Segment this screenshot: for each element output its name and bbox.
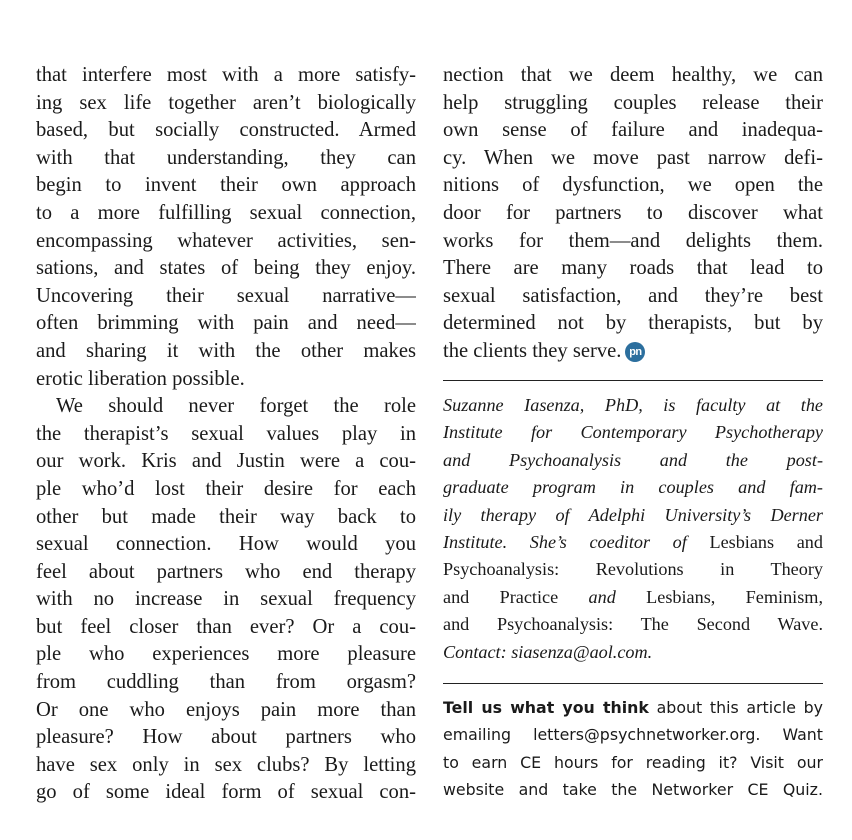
bio-text: and [588,586,616,607]
text-line: cy. When we move past narrow defi- [443,146,823,169]
cta-divider [443,683,823,684]
text-line: other but made their way back to [36,505,416,528]
book-title: and Practice [443,586,559,607]
cta-line: website and take the Networker CE Quiz. [443,780,823,800]
text-line: determined not by therapists, but by [443,312,823,335]
bio-line: ily therapy of Adelphi University’s Derner [443,504,823,525]
text-line: own sense of failure and inadequa- [443,119,823,142]
text-line: that interfere most with a more satisfy- [36,64,416,86]
text-line: sexual connection. How would you [36,533,416,556]
bio-line [443,529,823,556]
text-line: erotic liberation possible. [36,367,245,390]
cta-heading: Tell us what you think [443,698,649,717]
text-line: to a more fulfilling sexual connection, [36,201,416,224]
paragraph-1 [36,62,416,393]
text-line: nection that we deem healthy, we can [443,64,823,86]
text-line: but feel closer than ever? Or a cou- [36,615,416,638]
bio-line: and Psychoanalysis and the post- [443,449,823,470]
text-line: based, but socially constructed. Armed [36,119,416,142]
cta-line: emailing letters@psychnetworker.org. Want [443,725,823,745]
text-line: pleasure? How about partners who [36,726,416,749]
author-bio [443,392,823,666]
text-line: ple who’d lost their desire for each [36,477,416,500]
bio-text: Institute. She’s coeditor of [443,532,687,553]
text-line: ple who experiences more pleasure [36,643,416,666]
text-line: with no increase in sexual frequency [36,588,416,611]
bio-divider [443,380,823,381]
text-line: We should never forget the role [56,395,416,418]
feedback-callout [443,694,823,804]
left-column [36,62,416,807]
text-line: Or one who enjoys pain more than [36,698,416,721]
right-column [443,62,823,366]
text-line: begin to invent their own approach [36,174,416,197]
text-line: our work. Kris and Justin were a cou- [36,450,416,473]
text-line: with that understanding, they can [36,146,416,169]
text-line [443,338,823,366]
text-line: door for partners to discover what [443,201,823,224]
text-line: encompassing whatever activities, sen- [36,229,416,252]
paragraph-2 [36,393,416,807]
text-line: the therapist’s sexual values play in [36,422,416,445]
bio-line: Institute for Contemporary Psychotherapy [443,422,823,443]
text-line: sations, and states of being they enjoy. [36,257,416,280]
text-line: go of some ideal form of sexual con- [36,781,416,804]
text-line: ing sex life together aren’t biologically [36,91,416,114]
text-line: Uncovering their sexual narrative— [36,284,416,307]
pn-end-mark-icon: pn [625,342,645,362]
text-line: from cuddling than from orgasm? [36,671,416,694]
book-title: Lesbians, Feminism, [646,586,823,607]
cta-line [443,694,823,721]
bio-line: Suzanne Iasenza, PhD, is faculty at the [443,395,823,415]
bio-line: graduate program in couples and fam- [443,477,823,498]
text-line: There are many roads that lead to [443,257,823,280]
cta-text: about this article by [656,698,823,717]
book-title: and Psychoanalysis: The Second Wave. [443,614,823,635]
closing-text: the clients they serve. [443,339,622,362]
text-line: often brimming with pain and need— [36,312,416,335]
text-line: have sex only in sex clubs? By letting [36,753,416,776]
book-title: Lesbians and [709,532,823,553]
text-line: and sharing it with the other makes [36,339,416,362]
text-line: feel about partners who end therapy [36,560,416,583]
paragraph-3 [443,62,823,366]
text-line: works for them—and delights them. [443,229,823,252]
cta-line: to earn CE hours for reading it? Visit our [443,752,823,772]
author-contact: Contact: siasenza@aol.com. [443,641,653,662]
bio-line [443,584,823,611]
text-line: sexual satisfaction, and they’re best [443,284,823,307]
text-line: help struggling couples release their [443,91,823,114]
text-line: nitions of dysfunction, we open the [443,174,823,197]
book-title: Psychoanalysis: Revolutions in Theory [443,559,823,580]
